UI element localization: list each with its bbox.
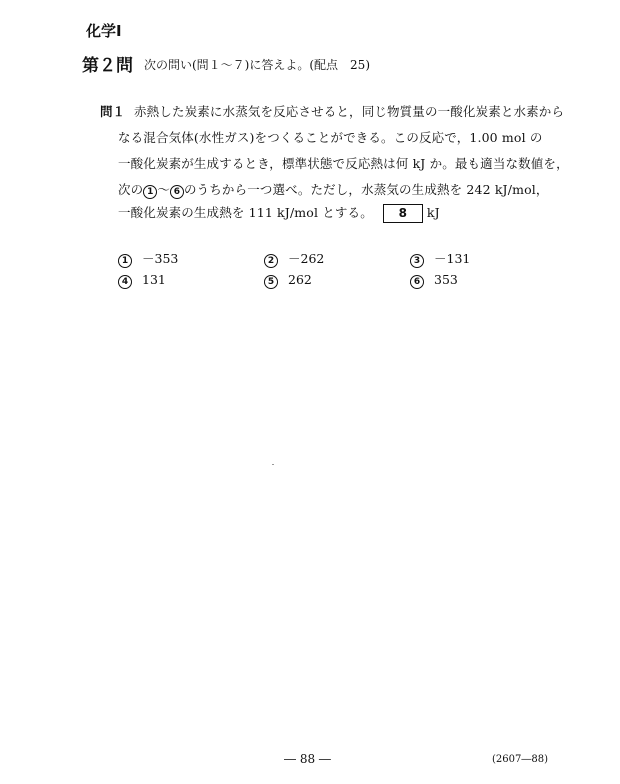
scan-speck — [272, 464, 274, 465]
answer-unit: kJ — [426, 205, 440, 220]
circled-number-icon: 4 — [118, 275, 132, 289]
question-number: 第２問 — [82, 56, 133, 76]
question-text-line-4 — [118, 180, 549, 199]
circled-number-icon: 5 — [264, 275, 278, 289]
range-mark: ～ — [157, 182, 170, 197]
choice-5 — [264, 272, 312, 289]
line4-prefix: 次の — [118, 182, 144, 197]
line5-text: 一酸化炭素の生成熱を 111 kJ/mol とする。 — [118, 205, 373, 220]
choice-value: －353 — [142, 251, 179, 266]
circled-number-icon: 3 — [410, 254, 424, 268]
circled-number-icon: 1 — [118, 254, 132, 268]
circled-number-icon: 6 — [410, 275, 424, 289]
question-text-line-5 — [118, 203, 440, 223]
choice-2 — [264, 249, 324, 268]
page-number: ― 88 ― — [284, 752, 331, 766]
line4-suffix: のうちから一つ選べ。ただし，水蒸気の生成熱を 242 kJ/mol， — [183, 182, 549, 197]
question-text-line-3: 一酸化炭素が生成するとき，標準状態で反応熱は何 kJ か。最も適当な数値を， — [118, 156, 569, 171]
circled-number-icon: 2 — [264, 254, 278, 268]
question-instruction: 次の問い(問１～７)に答えよ。(配点 25) — [144, 58, 370, 72]
choice-1 — [118, 249, 178, 268]
sub-question-label: 問１ — [100, 104, 126, 119]
circled-number-icon: 6 — [170, 185, 184, 199]
choice-4 — [118, 272, 166, 289]
choice-value: 131 — [142, 272, 166, 287]
choice-value: 353 — [434, 272, 458, 287]
subject-title: 化学Ⅰ — [86, 22, 122, 40]
choice-value: 262 — [288, 272, 312, 287]
choice-3 — [410, 249, 470, 268]
page-code: (2607―88) — [492, 754, 548, 765]
choice-value: －262 — [288, 251, 325, 266]
choice-value: －131 — [434, 251, 471, 266]
circled-number-icon: 1 — [143, 185, 157, 199]
question-text-line-2: なる混合気体(水性ガス)をつくることができる。この反応で，1.00 mol の — [118, 130, 543, 145]
answer-box: 8 — [383, 204, 423, 223]
choice-6 — [410, 272, 458, 289]
question-text-line-1: 赤熱した炭素に水蒸気を反応させると，同じ物質量の一酸化炭素と水素から — [134, 104, 565, 119]
